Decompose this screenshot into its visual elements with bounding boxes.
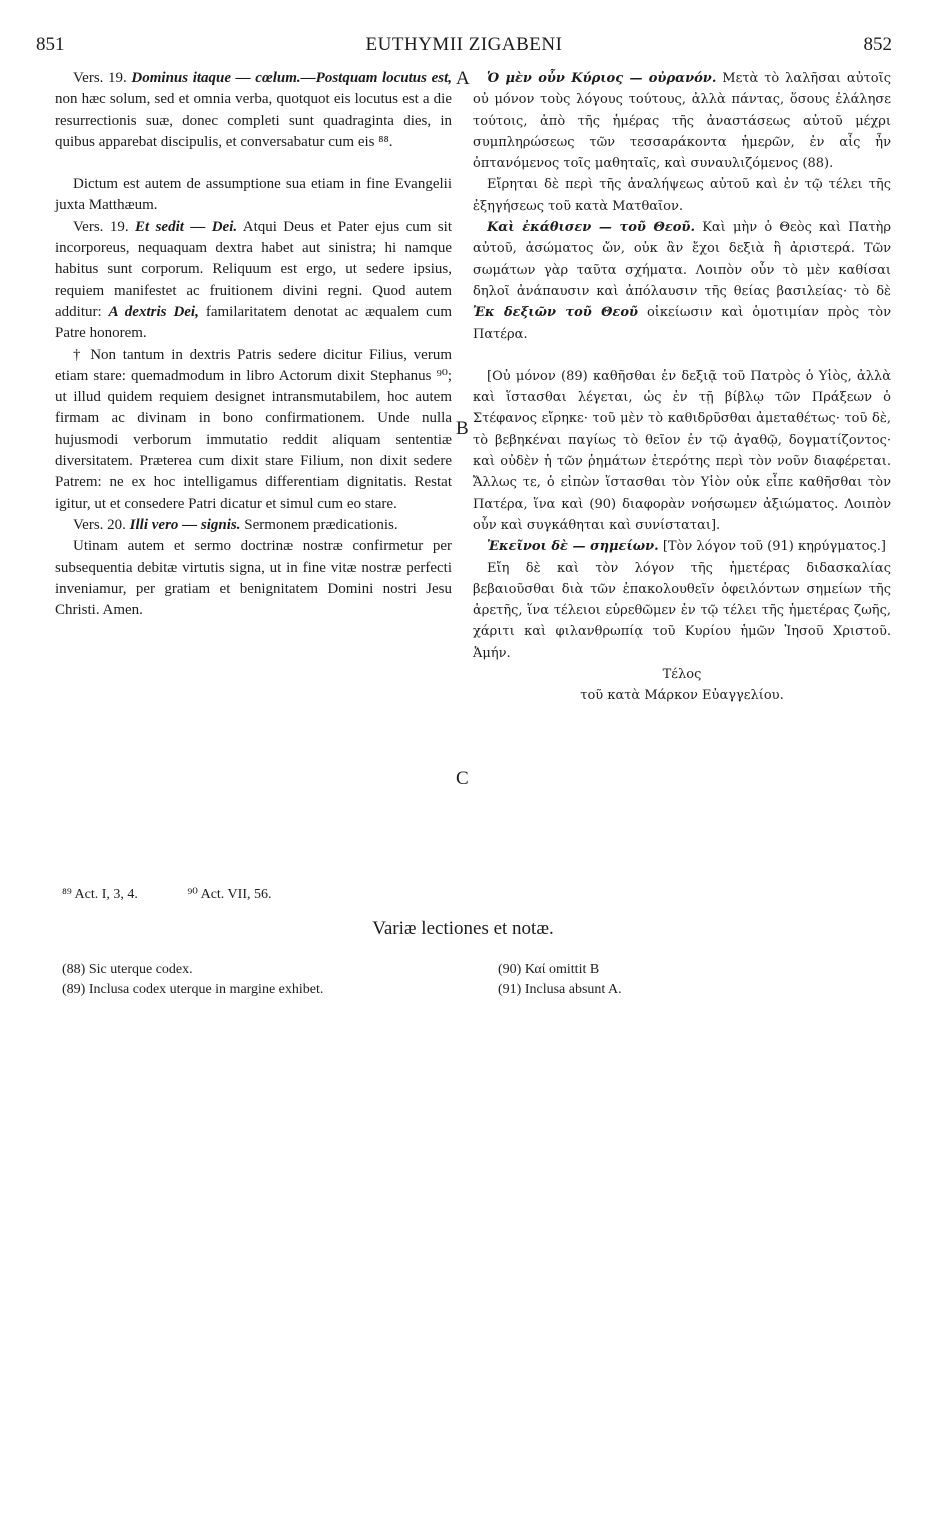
lemma: Ὁ μὲν οὖν Κύριος — οὐρανόν. [487, 71, 717, 86]
note-91: (91) Inclusa absunt A. [498, 982, 622, 997]
lemma: Ἐκ δεξιῶν τοῦ Θεοῦ [473, 305, 639, 321]
greek-text: Καὶ μὴν ὁ Θεὸς καὶ Πατὴρ αὐτοῦ, ἀσώματος ὤν, οὐκ ἂν ἔχοι δεξιὰ ἢ ἀριστερά. Τῶν σωμάτων γὰρ ταῦτα σχήματα. Λοιπὸν οὖν τὸ μὲν καθίσαι δηλοῖ ἀνάπαυσιν καὶ ἀπόλαυσιν τῆς θείας βασιλείας· τὸ δὲ [473, 220, 891, 299]
greek-text: Μετὰ τὸ λαλῆσαι αὐτοῖς οὐ μόνον τοὺς λόγους τούτους, ἀλλὰ πάντας, ὅσους ἐλάλησε τούτοις, ἀπὸ τῆς ἡμέρας τῆς ἀναστάσεως αὐτοῦ μέχρι συμπληρώσεως τῶν τεσσαράκοντα ἡμερῶν, ἐν αἷς ἦν ὀπτανόμενος τοῖς μαθηταῖς, καὶ συναυλιζόμενος (88). [473, 71, 891, 172]
notes-left [62, 960, 323, 1000]
variae-lectiones-title: Variæ lectiones et notæ. [372, 918, 554, 939]
end-title-2: τοῦ κατὰ Μάρκον Εὐαγγελίου. [580, 688, 784, 704]
greek-paragraph-3 [473, 217, 891, 345]
greek-paragraph-5 [473, 536, 891, 557]
note-89: (89) Inclusa codex uterque in margine exhibet. [62, 982, 324, 997]
greek-paragraph-6: Εἴη δὲ καὶ τὸν λόγον τῆς ἡμετέρας διδασκαλίας βεβαιοῦσθαι διὰ τῶν ἐπακολουθεῖν ὀφειλόντων σημείων τῆς ἀρετῆς, ἵνα τέλειοι εὑρεθῶμεν ἐν τῷ τέλει τῆς ἡμετέρας ζωῆς, χάριτι καὶ φιλανθρωπίᾳ τοῦ Κυρίου ἡμῶν Ἰησοῦ Χριστοῦ. Ἀμήν. [473, 560, 891, 661]
lemma: Καὶ ἐκάθισεν — τοῦ Θεοῦ. [487, 220, 695, 236]
greek-paragraph-1 [473, 68, 891, 174]
greek-text: [Τὸν λόγον τοῦ (91) κηρύγματος.] [662, 539, 886, 555]
margin-letter-a: A [456, 68, 470, 89]
footnote-90: ⁹⁰ Act. VII, 56. [187, 887, 272, 902]
lemma: Dominus itaque — cœlum.—Postquam locutus est, [131, 70, 453, 86]
footnotes [62, 886, 318, 903]
verse-ref: Vers. 20. [73, 516, 126, 533]
running-title: EUTHYMII ZIGABENI [365, 34, 563, 55]
verse-ref: Vers. 19. [73, 70, 127, 86]
page-number-left: 851 [36, 34, 65, 55]
margin-letter-b: B [456, 418, 469, 439]
greek-paragraph-2: Εἴρηται δὲ περὶ τῆς ἀναλήψεως αὐτοῦ καὶ ἐν τῷ τέλει τῆς ἐξηγήσεως τοῦ κατὰ Ματθαῖον. [473, 177, 891, 214]
lemma: Et sedit — Dei. [135, 218, 238, 235]
greek-text: οἰκείωσιν καὶ ὁμοτιμίαν πρὸς τὸν Πατέρα. [473, 305, 891, 342]
latin-paragraph-5 [55, 515, 452, 536]
page-header [36, 34, 892, 60]
lemma: Ἐκεῖνοι δὲ — σημείων. [487, 539, 659, 555]
latin-paragraph-3 [55, 217, 452, 345]
latin-paragraph-2: Dictum est autem de assumptione sua etiam in fine Evangelii juxta Matthæum. [55, 176, 452, 214]
latin-text: familaritatem denotat ac æqualem cum Patre honorem. [55, 303, 452, 342]
end-title-1: Τέλος [662, 667, 702, 683]
greek-paragraph-4: [Οὐ μόνον (89) καθῆσθαι ἐν δεξιᾷ τοῦ Πατρὸς ὁ Υἱὸς, ἀλλὰ καὶ ἵστασθαι λέγεται, ὡς ἐν τῇ βίβλῳ τῶν Πράξεων ὁ Στέφανος εἴρηκε· τοῦ μὲν τὸ καθιδρῦσθαι ἀμεταθέτως· τοῦ δὲ, τὸ βεβηκέναι παγίως τὸ θεῖον ἐν τῷ ἀγαθῷ, δογματίζοντος· καὶ οὐδὲν ἡ τῶν ῥημάτων ἑτερότης περὶ τὸν νοῦν διαφέρεται. Ἄλλως τε, ὁ εἰπὼν ἵστασθαι τὸν Υἱὸν οὐκ εἶπε καθῆσθαι τὸν Πατέρα, ἵνα καὶ (90) διαφορὰν νοήσωμεν ἀξιώματος. Λοιπὸν οὖν καὶ συγκάθηται καὶ συνίσταται]. [473, 368, 891, 533]
greek-column [473, 68, 891, 707]
latin-text: Atqui Deus et Pater ejus cum sit incorporeus, nequaquam dextra habet aut sinistra; hi namque habitus sunt corporum. Reliquum est ergo, ut sedere ipsius, requiem manifestet ac fruitionem divini regni. Quod autem additur: [55, 218, 452, 320]
lemma: Illi vero — signis. [129, 516, 241, 533]
latin-text: non hæc solum, sed et omnia verba, quotquot eis locutus est a die resurrectionis suæ, donec completi sunt quadraginta dies, in quibus apparebat discipulis, et conversabatur cum eis ⁸⁸. [55, 91, 452, 150]
margin-letter-c: C [456, 768, 469, 789]
footnote-89: ⁸⁹ Act. I, 3, 4. [62, 887, 138, 902]
latin-paragraph-1 [55, 68, 452, 153]
page-number-right: 852 [863, 34, 892, 55]
note-88: (88) Sic uterque codex. [62, 962, 193, 977]
lemma: A dextris Dei, [108, 303, 199, 320]
latin-text: Sermonem prædicationis. [244, 516, 398, 533]
latin-column [55, 68, 452, 621]
latin-paragraph-4: † Non tantum in dextris Patris sedere dicitur Filius, verum etiam stare: quemadmodum in libro Actorum dixit Stephanus ⁹⁰; ut illud quidem requiem designet intransmutabilem, hoc autem firmam ac divinam in bono confirmationem. Unde nulla hujusmodi verborum immutatio reddit aliquam sententiæ diversitatem. Præterea cum dixit stare Filium, non dixit sedere Patrem: ne ex hoc intelligamus differentiam dignitatis. Restat igitur, ut et consedere Patri dicatur et simul cum eo stare. [55, 346, 452, 512]
notes-right [498, 960, 622, 1000]
verse-ref: Vers. 19. [73, 218, 129, 235]
latin-paragraph-6: Utinam autem et sermo doctrinæ nostræ confirmetur per subsequentia debitæ virtutis signa, ut in fine vitæ nostræ perfecti inveniamur, per gratiam et benignitatem Domini nostri Jesu Christi. Amen. [55, 538, 452, 619]
note-90: (90) Καί omittit B [498, 962, 600, 977]
